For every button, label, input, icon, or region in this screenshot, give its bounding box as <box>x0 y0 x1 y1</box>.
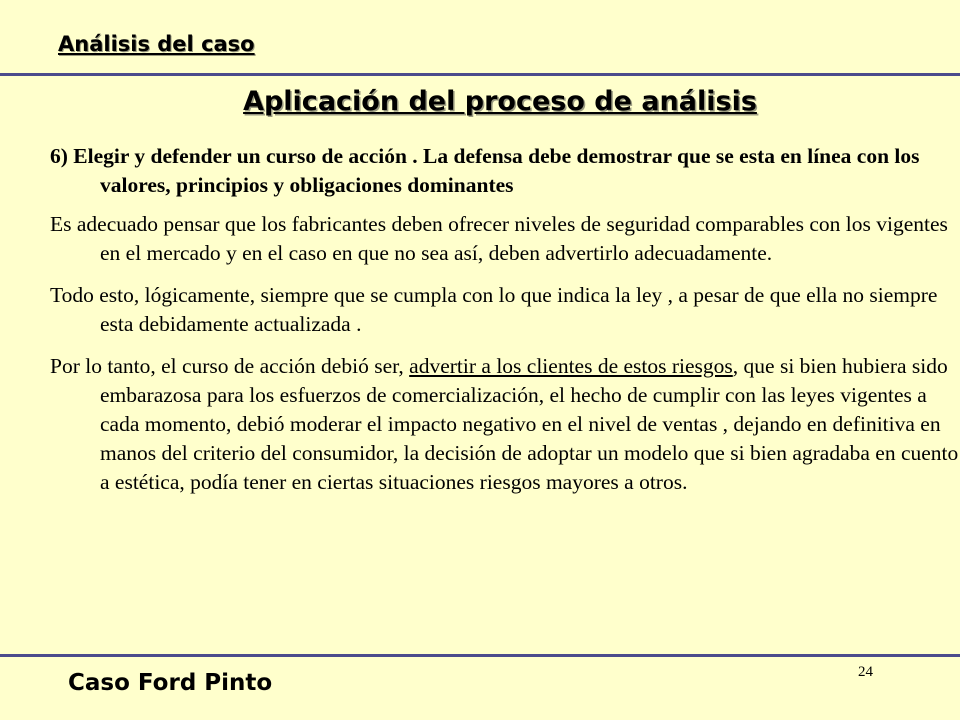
paragraph-safety-levels: Es adecuado pensar que los fabricantes deben ofrecer niveles de seguridad comparables con los vigentes en el mercado y en el caso en que no sea así, deben advertirlo adecuadamente. <box>50 212 948 265</box>
footer-label: Caso Ford Pinto <box>68 670 273 696</box>
slide-body <box>50 142 960 510</box>
conclusion-text-start: Por lo tanto, el curso de acción debió ser, <box>50 354 410 378</box>
slide-title: Aplicación del proceso de análisis <box>243 86 757 117</box>
page-number: 24 <box>858 664 873 680</box>
bottom-divider <box>0 654 960 657</box>
paragraph-law: Todo esto, lógicamente, siempre que se cumpla con lo que indica la ley , a pesar de que ella no siempre esta debidamente actualizada . <box>50 283 938 336</box>
section-title: Análisis del caso <box>58 32 255 56</box>
paragraph-step-6: 6) Elegir y defender un curso de acción . La defensa debe demostrar que se esta en línea con los valores, principios y obligaciones dominantes <box>50 144 920 197</box>
top-divider <box>0 73 960 76</box>
conclusion-underlined-text: advertir a los clientes de estos riesgos <box>409 354 733 378</box>
conclusion-text-end: , que si bien hubiera sido embarazosa para los esfuerzos de comercialización, el hecho de cumplir con las leyes vigentes a cada momento, debió moderar el impacto negativo en el nivel de ventas , dejando en definitiva en manos del criterio del consumidor, la decisión de adoptar un modelo que si bien agradaba en cuento a estética, podía tener en ciertas situaciones riesgos mayores a otros. <box>100 354 959 494</box>
paragraph-conclusion <box>50 352 960 497</box>
